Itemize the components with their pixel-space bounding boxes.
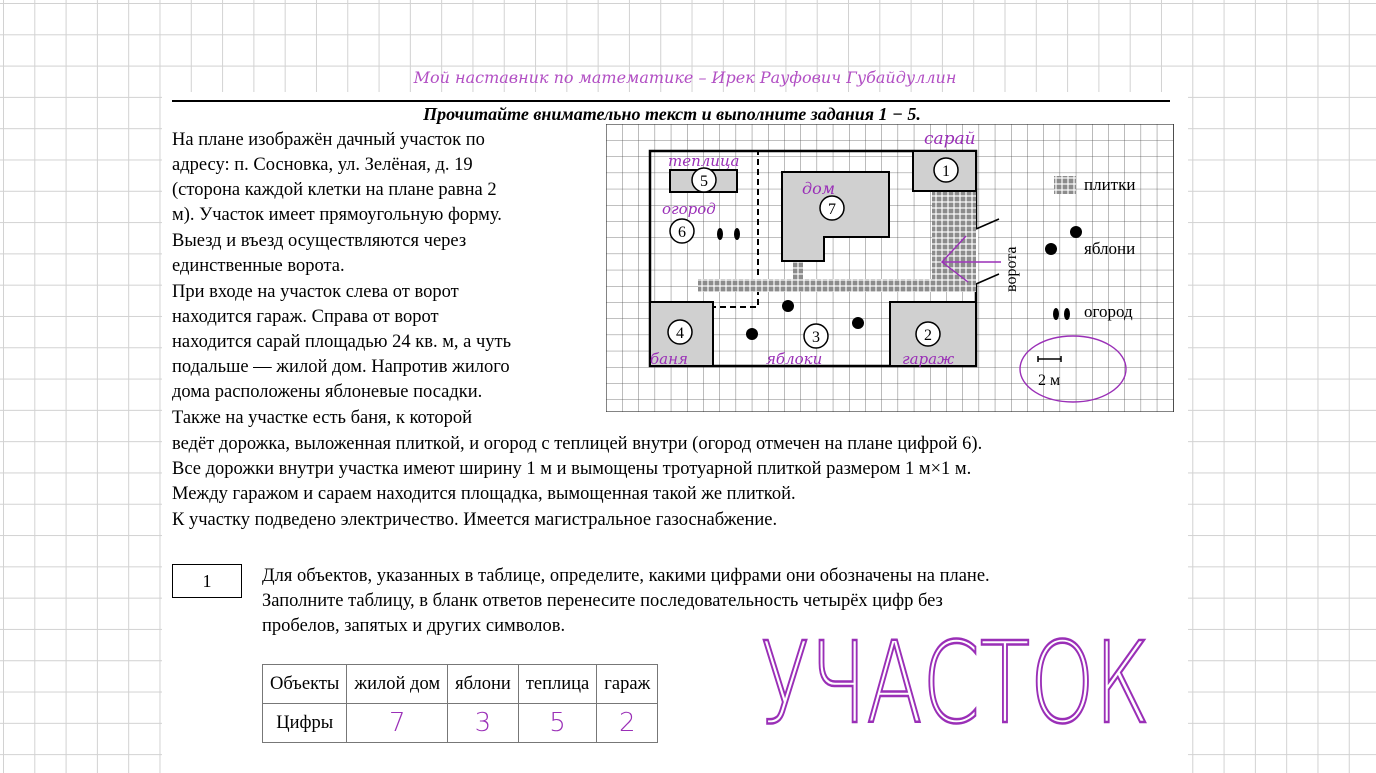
question-number-box: 1 [172, 564, 242, 598]
handwritten-header-signature: Мой наставник по математике – Ирек Рауфович Губайдуллин [413, 68, 957, 87]
svg-text:6: 6 [678, 224, 686, 241]
answer-digit-cell[interactable]: 7 [347, 704, 448, 743]
tile-path-house [793, 261, 803, 279]
marker-3 [804, 324, 828, 348]
plot-plan [606, 124, 1174, 412]
text-line: Также на участке есть баня, к которой [172, 408, 473, 428]
table-header-cell: Объекты [263, 665, 347, 704]
svg-text:4: 4 [676, 325, 684, 342]
table-row [263, 665, 658, 704]
text-line: Выезд и въезд осуществляются через [172, 231, 467, 251]
text-line: подальше — жилой дом. Напротив жилого [172, 357, 510, 377]
svg-text:огород: огород [662, 200, 716, 218]
legend-scale: 2 м [1038, 372, 1061, 389]
answer-table [262, 664, 658, 743]
answer-digit-cell[interactable]: 5 [518, 704, 596, 743]
text-line: адресу: п. Сосновка, ул. Зелёная, д. 19 [172, 155, 473, 175]
svg-text:теплица: теплица [668, 152, 740, 170]
text-line: К участку подведено электричество. Имеется магистральное газоснабжение. [172, 510, 778, 530]
marker-1 [934, 158, 958, 182]
svg-text:баня: баня [650, 350, 688, 368]
question-line: Заполните таблицу, в бланк ответов перенесите последовательность четырёх цифр без [262, 591, 943, 611]
svg-text:сарай: сарай [924, 129, 976, 149]
gate-label: ворота [1003, 246, 1020, 292]
marker-2 [916, 322, 940, 346]
marker-4 [668, 320, 692, 344]
text-line: На плане изображён дачный участок по [172, 130, 485, 150]
svg-text:яблоки: яблоки [766, 350, 823, 368]
text-line: единственные ворота. [172, 256, 345, 276]
task-title: Прочитайте внимательно текст и выполните задания 1 − 5. [423, 104, 921, 124]
legend-tiles: плитки [1084, 175, 1136, 194]
legend-garden: огород [1084, 302, 1133, 321]
text-line: ведёт дорожка, выложенная плиткой, и огород с теплицей внутри (огород отмечен на плане цифрой 6). [172, 434, 983, 454]
marker-6 [670, 219, 694, 243]
answer-digit-cell[interactable]: 2 [597, 704, 658, 743]
marker-7 [820, 196, 844, 220]
text-line: находится сарай площадью 24 кв. м, а чуть [172, 332, 512, 352]
svg-text:гараж: гараж [902, 350, 955, 368]
answer-digit-cell[interactable]: 3 [448, 704, 519, 743]
text-line: м). Участок имеет прямоугольную форму. [172, 205, 502, 225]
question-line: пробелов, запятых и других символов. [262, 616, 566, 636]
svg-text:2: 2 [924, 327, 932, 344]
legend-apples: яблони [1084, 239, 1136, 258]
text-line: При входе на участок слева от ворот [172, 282, 459, 302]
text-line: находится гараж. Справа от ворот [172, 307, 439, 327]
text-line: дома расположены яблоневые посадки. [172, 382, 483, 402]
title-rule [172, 100, 1170, 102]
table-object-cell: яблони [448, 665, 519, 704]
table-object-cell: теплица [518, 665, 596, 704]
svg-text:1: 1 [942, 163, 950, 180]
legend-tiles-swatch [1054, 176, 1076, 194]
text-line: Все дорожки внутри участка имеют ширину 1 м и вымощены тротуарной плиткой размером 1 м×1 м. [172, 459, 972, 479]
handwritten-word: УЧАСТОК [760, 619, 1150, 749]
table-object-cell: жилой дом [347, 665, 448, 704]
text-line: (сторона каждой клетки на плане равна 2 [172, 180, 497, 200]
table-object-cell: гараж [597, 665, 658, 704]
table-row [263, 704, 658, 743]
table-header-cell: Цифры [263, 704, 347, 743]
svg-text:3: 3 [812, 329, 820, 346]
question-line: Для объектов, указанных в таблице, определите, какими цифрами они обозначены на плане. [262, 566, 990, 586]
marker-5 [692, 168, 716, 192]
tile-path-vertical [932, 191, 976, 292]
text-line: Между гаражом и сараем находится площадка, вымощенная такой же плиткой. [172, 484, 796, 504]
svg-text:5: 5 [700, 173, 708, 190]
svg-text:дом: дом [802, 179, 836, 198]
svg-text:7: 7 [828, 201, 836, 218]
